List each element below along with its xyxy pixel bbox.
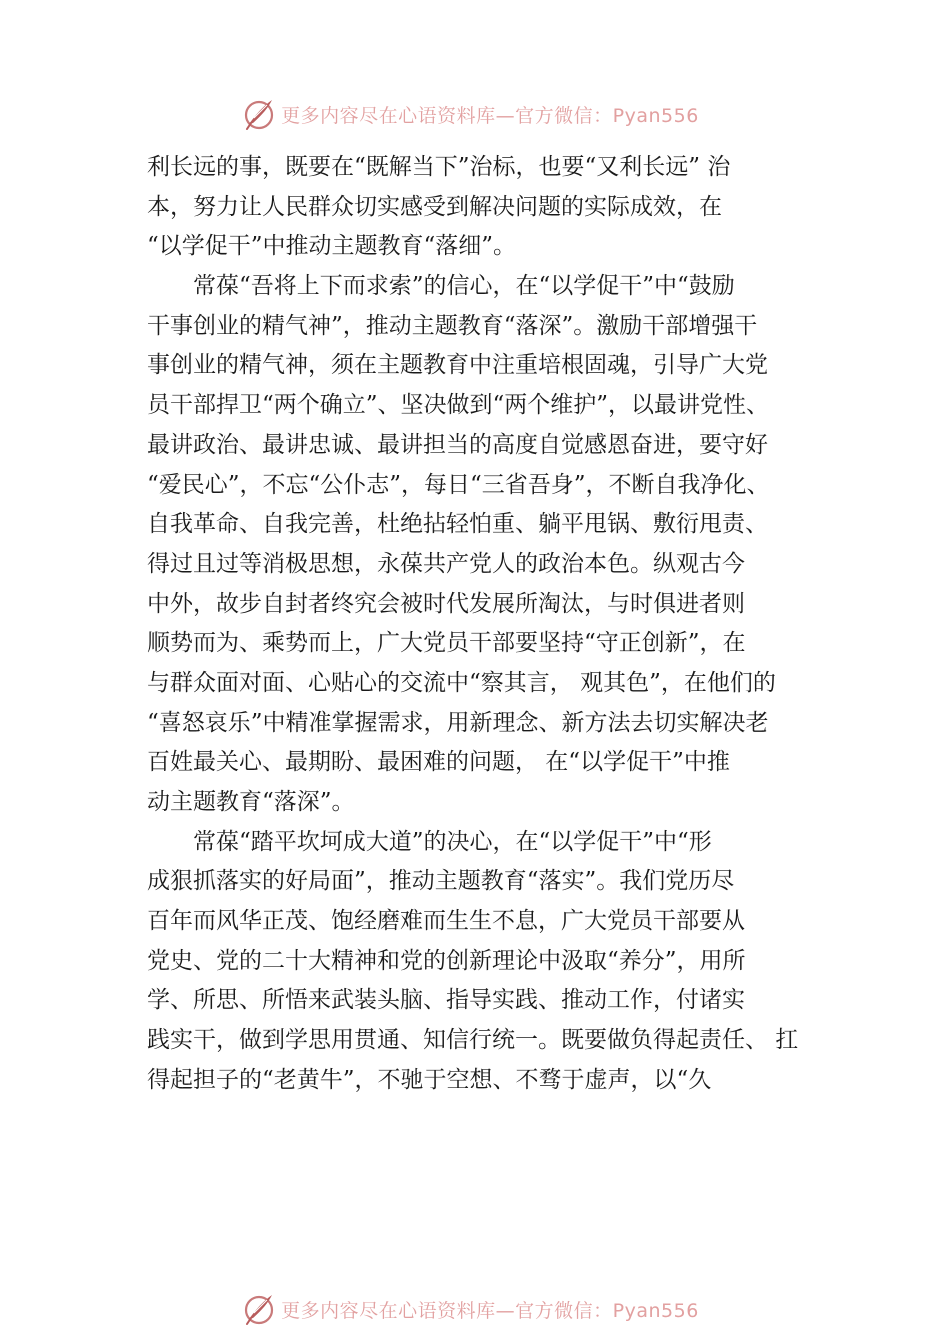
text-line: “爱民心”，不忘“公仆志”，每日“三省吾身”，不断自我净化、	[147, 471, 770, 498]
text-line: 常葆“踏平坎坷成大道”的决心，在“以学促干”中“形	[147, 828, 712, 855]
text-line: 学、所思、所悟来武装头脑、指导实践、推动工作，付诸实	[147, 987, 745, 1014]
text-line: 得过且过等消极思想，永葆共产党人的政治本色。纵观古今	[147, 550, 745, 577]
footer-watermark	[0, 1289, 950, 1329]
text-line: 员干部捍卫“两个确立”、坚决做到“两个维护”，以最讲党性、	[147, 392, 770, 419]
watermark-text: 更多内容尽在心语资料库—官方微信：Pyan556	[281, 104, 699, 127]
text-line: 成狠抓落实的好局面”，推动主题教育“落实”。我们党历尽	[147, 868, 735, 895]
text-line: 本，努力让人民群众切实感受到解决问题的实际成效，在	[147, 193, 722, 220]
text-line: 与群众面对面、心贴心的交流中“察其言， 观其色”，在他们的	[147, 669, 776, 696]
text-line: 干事创业的精气神”，推动主题教育“落深”。激励干部增强干	[147, 312, 758, 339]
text-line: 百姓最关心、最期盼、最困难的问题， 在“以学促干”中推	[147, 749, 730, 776]
text-line: 常葆“吾将上下而求索”的信心，在“以学促干”中“鼓励	[147, 273, 735, 300]
text-line: 最讲政治、最讲忠诚、最讲担当的高度自觉感恩奋进，要守好	[147, 431, 768, 458]
watermark-text: 更多内容尽在心语资料库—官方微信：Pyan556	[281, 1299, 699, 1322]
text-line: 事创业的精气神，须在主题教育中注重培根固魂，引导广大党	[147, 352, 768, 379]
text-line: 百年而风华正茂、饱经磨难而生生不息，广大党员干部要从	[147, 908, 745, 935]
text-line: 中外，故步自封者终究会被时代发展所淘汰，与时俱进者则	[147, 590, 745, 617]
text-line: 顺势而为、乘势而上，广大党员干部要坚持“守正创新”，在	[147, 630, 746, 657]
text-line: 动主题教育“落深”。	[147, 789, 355, 815]
quill-pen-logo-icon	[241, 96, 277, 132]
text-line: 利长远的事，既要在“既解当下”治标，也要“又利长远” 治	[147, 154, 731, 180]
text-line: 党史、党的二十大精神和党的创新理论中汲取“养分”，用所	[147, 947, 746, 974]
text-line: 践实干，做到学思用贯通、知信行统一。既要做负得起责任、 扛	[147, 1027, 799, 1054]
document-body	[147, 148, 827, 1101]
text-line: “以学促干”中推动主题教育“落细”。	[147, 233, 517, 260]
text-line: 得起担子的“老黄牛”，不驰于空想、不骛于虚声，以“久	[147, 1066, 712, 1093]
text-line: “喜怒哀乐”中精准掌握需求，用新理念、新方法去切实解决老	[147, 709, 769, 736]
quill-pen-logo-icon	[241, 1291, 277, 1327]
header-watermark	[0, 94, 950, 134]
text-line: 自我革命、自我完善，杜绝拈轻怕重、躺平甩锅、敷衍甩责、	[147, 511, 768, 538]
